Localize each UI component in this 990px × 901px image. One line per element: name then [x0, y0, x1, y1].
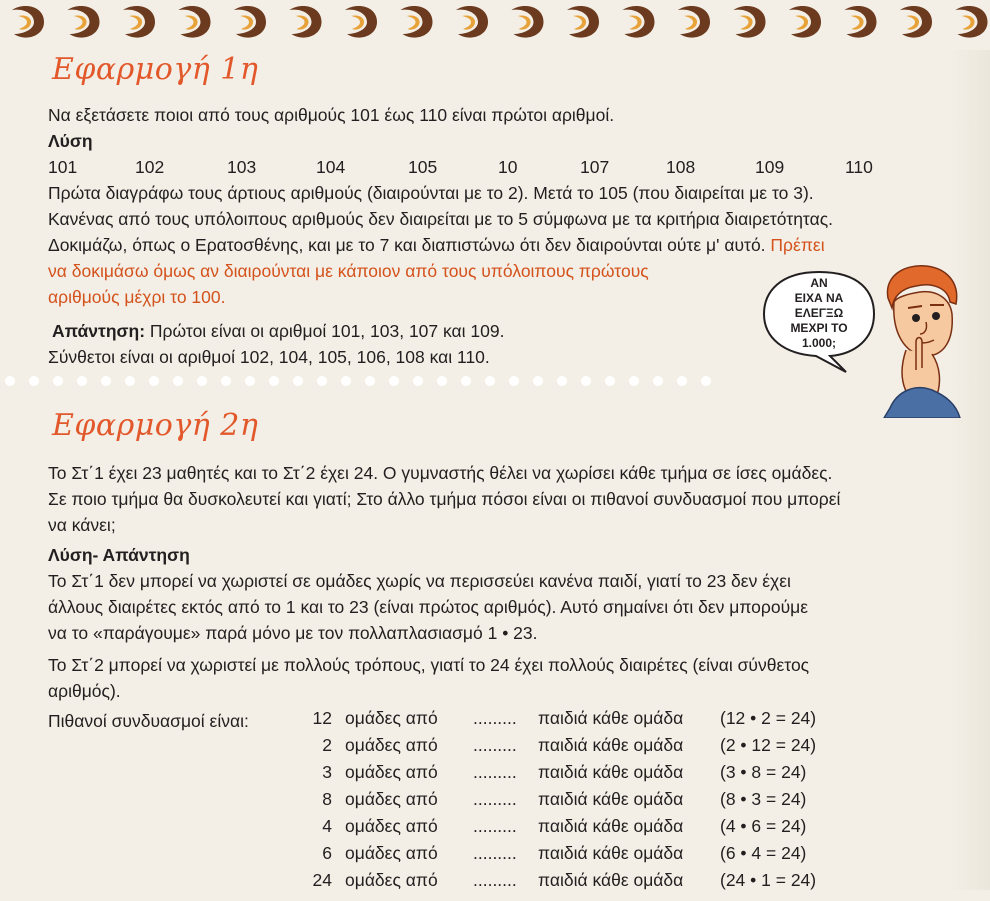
- per-group-text: παιδιά κάθε ομάδα: [538, 735, 684, 755]
- answer-text: Πρώτοι είναι οι αριθμοί 101, 103, 107 και 109.: [149, 321, 505, 341]
- number-item: 105: [408, 157, 438, 177]
- equation: (2 • 12 = 24): [720, 735, 817, 755]
- speech-bubble: [760, 268, 878, 376]
- groups-text: ομάδες από: [345, 735, 438, 755]
- combination-row: [0, 708, 990, 734]
- section2-solution-3: να το «παράγουμε» παρά μόνο με τον πολλαπλασιασμό 1 • 23.: [48, 623, 538, 643]
- combination-row: [0, 735, 990, 761]
- divider-dot: [29, 376, 39, 386]
- divider-dot: [461, 376, 471, 386]
- blank-dots: .........: [473, 735, 517, 755]
- divider-dot: [605, 376, 615, 386]
- section1-line-3: Δοκιμάζω, όπως ο Ερατοσθένης, και με το 7 και διαπιστώνω ότι δεν διαιρούνται ούτε μ' αυτό.: [48, 235, 766, 255]
- blank-dots: .........: [473, 816, 517, 836]
- combination-row: [0, 789, 990, 815]
- combination-row: [0, 870, 990, 896]
- divider-dot: [293, 376, 303, 386]
- groups-text: ομάδες από: [345, 843, 438, 863]
- section2-solution-1: Το Στ΄1 δεν μπορεί να χωριστεί σε ομάδες χωρίς να περισσεύει κανένα παιδί, γιατί το 23 δεν έχει: [48, 571, 791, 591]
- per-group-text: παιδιά κάθε ομάδα: [538, 870, 684, 890]
- divider-dot: [437, 376, 447, 386]
- swirl-border: [0, 0, 990, 44]
- swirl-border-graphic: [0, 0, 990, 44]
- blank-dots: .........: [473, 843, 517, 863]
- divider-dot: [533, 376, 543, 386]
- section1-solution-label: Λύση: [48, 131, 93, 151]
- divider-dot: [77, 376, 87, 386]
- bubble-line: ΑΝ: [810, 276, 828, 290]
- number-item: 108: [666, 157, 696, 177]
- section2-problem-3: να κάνει;: [48, 515, 116, 535]
- swirl-ornament: [678, 6, 710, 38]
- section1-line-2: Κανένας από τους υπόλοιπους αριθμούς δεν διαιρείται με το 5 σύμφωνα με τα κριτήρια διαιρετότητας.: [48, 209, 834, 229]
- swirl-ornament: [734, 6, 766, 38]
- section1-problem: Να εξετάσετε ποιοι από τους αριθμούς 101 έως 110 είναι πρώτοι αριθμοί.: [48, 105, 615, 125]
- divider-dot: [509, 376, 519, 386]
- combination-row: [0, 816, 990, 842]
- groups-text: ομάδες από: [345, 762, 438, 782]
- divider-dot: [173, 376, 183, 386]
- number-item: 103: [227, 157, 257, 177]
- swirl-ornament: [179, 6, 211, 38]
- equation: (3 • 8 = 24): [720, 762, 807, 782]
- section2-solution-4: Το Στ΄2 μπορεί να χωριστεί με πολλούς τρόπους, γιατί το 24 έχει πολλούς διαιρέτες (είναι σύνθετος: [48, 655, 810, 675]
- group-count: 6: [322, 843, 332, 863]
- equation: (12 • 2 = 24): [720, 708, 817, 728]
- divider-dot: [149, 376, 159, 386]
- group-count: 12: [312, 708, 332, 728]
- section2-problem-2: Σε ποιο τμήμα θα δυσκολευτεί και γιατί; Στο άλλο τμήμα πόσοι είναι οι πιθανοί συνδυασμοί που μπορεί: [48, 489, 841, 509]
- thinking-boy-illustration: [870, 258, 965, 418]
- combination-row: [0, 762, 990, 788]
- divider-dot: [629, 376, 639, 386]
- combinations-label: Πιθανοί συνδυασμοί είναι:: [48, 711, 249, 731]
- swirl-ornament: [401, 6, 433, 38]
- group-count: 8: [322, 789, 332, 809]
- section1-title: Εφαρμογή 1η: [52, 52, 259, 87]
- divider-dot: [581, 376, 591, 386]
- swirl-ornament: [123, 6, 155, 38]
- equation: (24 • 1 = 24): [720, 870, 817, 890]
- group-count: 3: [322, 762, 332, 782]
- groups-text: ομάδες από: [345, 816, 438, 836]
- per-group-text: παιδιά κάθε ομάδα: [538, 843, 684, 863]
- blank-dots: .........: [473, 762, 517, 782]
- highlight-line-2: να δοκιμάσω όμως αν διαιρούνται με κάποιον από τους υπόλοιπους πρώτους: [48, 261, 649, 281]
- section1-line-1: Πρώτα διαγράφω τους άρτιους αριθμούς (διαιρούνται με το 2). Μετά το 105 (που διαιρείται με το 3).: [48, 183, 814, 203]
- answer-row: [52, 318, 504, 344]
- swirl-ornament: [845, 6, 877, 38]
- number-item: 104: [316, 157, 346, 177]
- swirl-ornament: [345, 6, 377, 38]
- divider-dot: [389, 376, 399, 386]
- per-group-text: παιδιά κάθε ομάδα: [538, 708, 684, 728]
- number-item: 101: [48, 157, 78, 177]
- highlight-start: Πρέπει: [770, 235, 825, 255]
- equation: (4 • 6 = 24): [720, 816, 807, 836]
- bubble-line: 1.000;: [801, 336, 837, 350]
- section2-title: Εφαρμογή 2η: [52, 408, 259, 443]
- combination-row: [0, 843, 990, 869]
- bubble-line: ΜΕΧΡΙ ΤΟ: [790, 321, 848, 335]
- divider-dot: [197, 376, 207, 386]
- bubble-text: [760, 276, 878, 351]
- divider-dot: [341, 376, 351, 386]
- divider-dot: [221, 376, 231, 386]
- swirl-ornament: [623, 6, 655, 38]
- divider-dot: [101, 376, 111, 386]
- bubble-line: ΕΙΧΑ ΝΑ: [794, 291, 844, 305]
- divider-dot: [365, 376, 375, 386]
- groups-text: ομάδες από: [345, 870, 438, 890]
- section2-problem-1: Το Στ΄1 έχει 23 μαθητές και το Στ΄2 έχει 24. Ο γυμναστής θέλει να χωρίσει κάθε τμήμα σε ίσες ομάδες.: [48, 463, 833, 483]
- group-count: 2: [322, 735, 332, 755]
- composite-text: Σύνθετοι είναι οι αριθμοί 102, 104, 105, 106, 108 και 110.: [48, 347, 490, 367]
- section2-solution-2: άλλους διαιρέτες εκτός από το 1 και το 23 (είναι πρώτος αριθμός). Αυτό σημαίνει ότι δεν μπορούμε: [48, 597, 809, 617]
- swirl-ornament: [456, 6, 488, 38]
- divider-dot: [269, 376, 279, 386]
- divider-dot: [485, 376, 495, 386]
- groups-text: ομάδες από: [345, 708, 438, 728]
- highlight-line-3: αριθμούς μέχρι το 100.: [48, 287, 226, 307]
- swirl-ornament: [956, 6, 988, 38]
- number-item: 110: [845, 157, 873, 177]
- divider-dot: [557, 376, 567, 386]
- blank-dots: .........: [473, 708, 517, 728]
- blank-dots: .........: [473, 870, 517, 890]
- divider-dot: [125, 376, 135, 386]
- swirl-ornament: [900, 6, 932, 38]
- bubble-line: ΕΛΕΓΞΩ: [794, 306, 844, 320]
- blank-dots: .........: [473, 789, 517, 809]
- section1-line-3-row: [48, 232, 825, 258]
- group-count: 24: [312, 870, 332, 890]
- per-group-text: παιδιά κάθε ομάδα: [538, 789, 684, 809]
- swirl-ornament: [567, 6, 599, 38]
- divider-dot: [245, 376, 255, 386]
- number-item: 107: [580, 157, 610, 177]
- number-item: 109: [755, 157, 785, 177]
- equation: (8 • 3 = 24): [720, 789, 807, 809]
- group-count: 4: [322, 816, 332, 836]
- swirl-ornament: [290, 6, 322, 38]
- swirl-ornament: [789, 6, 821, 38]
- number-item: 10: [498, 157, 518, 177]
- dotted-divider: [0, 374, 730, 388]
- combinations-table: [0, 708, 990, 898]
- swirl-ornament: [68, 6, 100, 38]
- divider-dot: [317, 376, 327, 386]
- divider-dot: [413, 376, 423, 386]
- section2-solution-5: αριθμός).: [48, 681, 121, 701]
- answer-label: Απάντηση:: [52, 321, 146, 341]
- divider-dot: [5, 376, 15, 386]
- swirl-ornament: [12, 6, 44, 38]
- section2-solution-label: Λύση- Απάντηση: [48, 545, 190, 565]
- swirl-ornament: [234, 6, 266, 38]
- divider-dot: [677, 376, 687, 386]
- divider-dot: [653, 376, 663, 386]
- number-row: [0, 154, 990, 180]
- groups-text: ομάδες από: [345, 789, 438, 809]
- divider-dot: [701, 376, 711, 386]
- per-group-text: παιδιά κάθε ομάδα: [538, 816, 684, 836]
- equation: (6 • 4 = 24): [720, 843, 807, 863]
- swirl-ornament: [512, 6, 544, 38]
- divider-dot: [53, 376, 63, 386]
- per-group-text: παιδιά κάθε ομάδα: [538, 762, 684, 782]
- number-item: 102: [135, 157, 165, 177]
